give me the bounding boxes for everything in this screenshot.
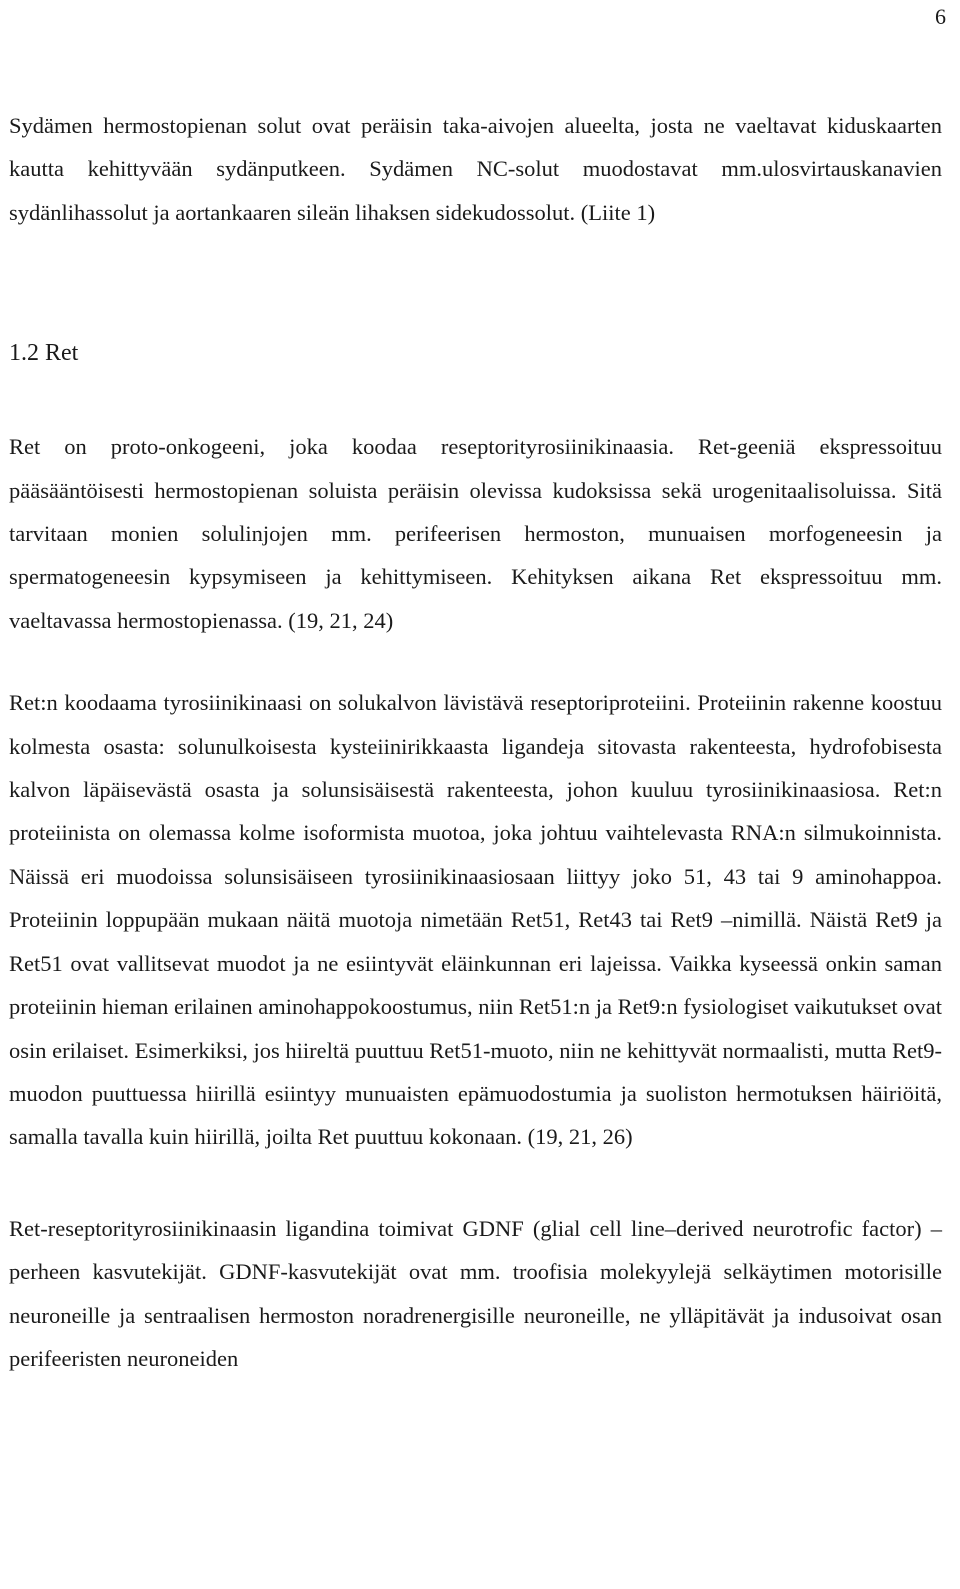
paragraph-ret-structure: Ret:n koodaama tyrosiinikinaasi on solukalvon lävistävä reseptoriproteiini. Proteiinin rakenne koostuu kolmesta osasta: solunulkoisesta kysteiinirikkaasta ligandeja sitovasta rakenteesta, hydrofobisesta kalvon läpäisevästä osasta ja solunsisäisestä rakenteesta, johon kuuluu tyrosiinikinaasiosa. Ret:n proteiinista on olemassa kolme isoformista muotoa, joka johtuu vaihtelevasta RNA:n silmukoinnista. Näissä eri muodoissa solunsisäiseen tyrosiinikinaasiosaan liittyy joko 51, 43 tai 9 aminohappoa. Proteiinin loppupään mukaan näitä muotoja nimetään Ret51, Ret43 tai Ret9 –nimillä. Näistä Ret9 ja Ret51 ovat vallitsevat muodot ja ne esiintyvät eläinkunnan eri lajeissa. Vaikka kyseessä onkin saman proteiinin hieman erilainen aminohappokoostumus, niin Ret51:n ja Ret9:n fysiologiset vaikutukset ovat osin erilaiset. Esimerkiksi, jos hiireltä puuttuu Ret51-muoto, niin ne kehittyvät normaalisti, mutta Ret9-muodon puuttuessa hiirillä esiintyy munuaisten epämuodostumia ja suoliston hermotuksen häiriöitä, samalla tavalla kuin hiirillä, joilta Ret puuttuu kokonaan. (19, 21, 26) bbox=[9, 690, 942, 1150]
paragraph-heart-neural-crest: Sydämen hermostopienan solut ovat peräisin taka-aivojen alueelta, josta ne vaeltavat kiduskaarten kautta kehittyvään sydänputkeen. Sydämen NC-solut muodostavat mm.ulosvirtauskanavien sydänlihassolut ja aortankaaren sileän lihaksen sidekudossolut. (Liite 1) bbox=[9, 113, 942, 225]
document-body bbox=[9, 104, 942, 1380]
paragraph-ret-intro: Ret on proto-onkogeeni, joka koodaa reseptorityrosiinikinaasia. Ret-geeniä ekspressoituu pääsääntöisesti hermostopienan soluista peräisin olevissa kudoksissa sekä urogenitaalisoluissa. Sitä tarvitaan monien solulinjojen mm. perifeerisen hermoston, munuaisen morfogeneesin ja spermatogeneesin kypsymiseen ja kehittymiseen. Kehityksen aikana Ret ekspressoituu mm. vaeltavassa hermostopienassa. (19, 21, 24) bbox=[9, 434, 942, 633]
page-number: 6 bbox=[935, 4, 946, 29]
section-heading: 1.2 Ret bbox=[9, 340, 79, 367]
paragraph-ret-ligands: Ret-reseptorityrosiinikinaasin ligandina toimivat GDNF (glial cell line–derived neurotrofic factor) –perheen kasvutekijät. GDNF-kasvutekijät ovat mm. troofisia molekyylejä selkäytimen motorisille neuroneille ja sentraalisen hermoston noradrenergisille neuroneille, ne ylläpitävät ja indusoivat osan perifeeristen neuroneiden bbox=[9, 1215, 942, 1371]
